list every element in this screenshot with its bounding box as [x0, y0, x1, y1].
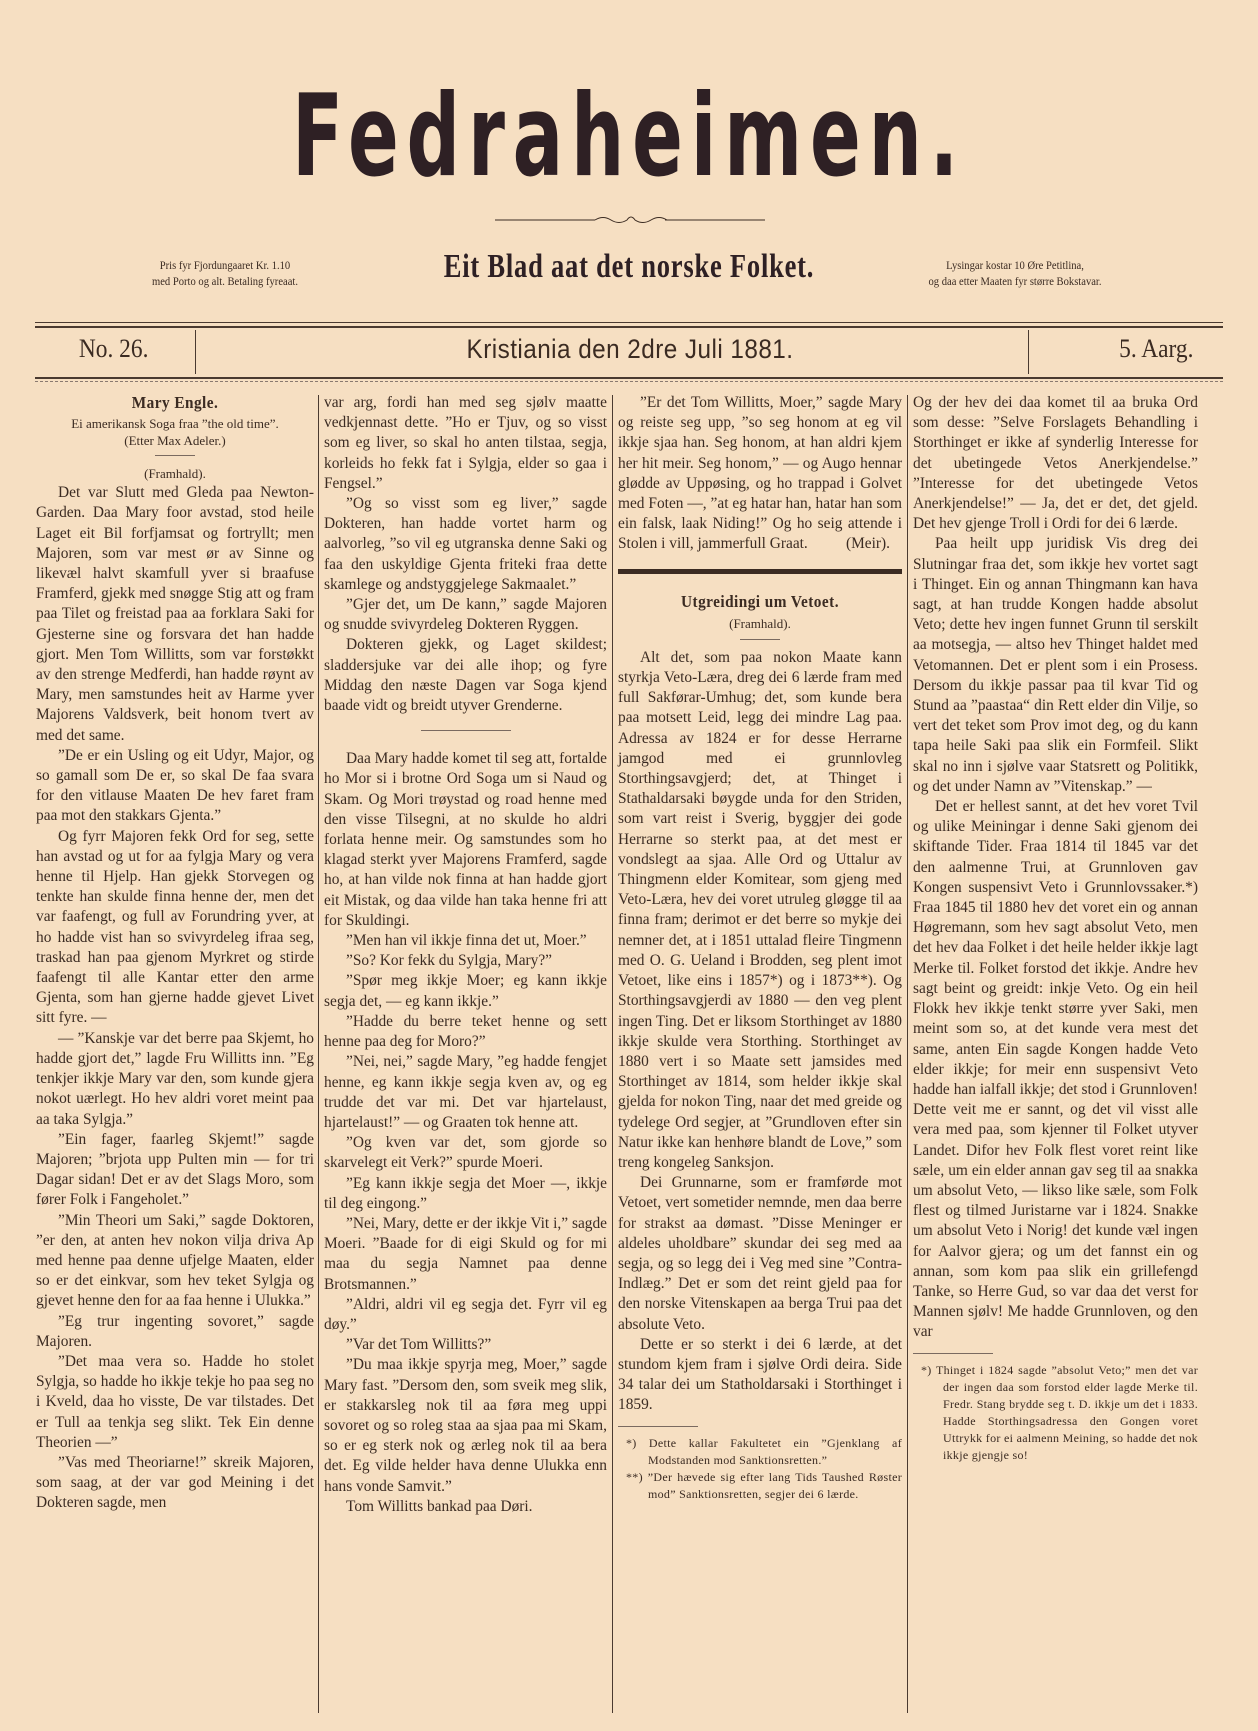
article-heading: Utgreidingi um Vetoet. [681, 591, 839, 611]
section-divider [421, 730, 511, 731]
footnote-rule [913, 1353, 993, 1354]
short-divider [740, 639, 780, 640]
masthead-rule-top [35, 322, 1223, 323]
paragraph: Det er hellest sannt, at det hev voret Tvil og ulike Meiningar i denne Saki gjenom dei skiftande Tider. Fraa 1814 til 1845 var det den aalmenne Trui, at Grunnloven gav Kongen suspensivt Veto i Grunnlovssaker.*) Fraa 1845 til 1880 hev det voret ein og annan Høgremann, som hev sagt absolut Veto, men det hev daa Folket i det heile helder ikkje lagt Merke til. Folket forstod det ikkje. Andre hev sagt beint og greidt: inkje Veto. Og ein heil Flokk hev ikkje tenkt større yver Saki, men meint som so, at det kunde vera mest det same, anten Ein sagde Kongen hadde Veto elder ikkje; for meir enn suspensivt Veto hadde han ialfall ikkje; det stod i Grunnloven! Dette veit me er sannt, og det vil visst alle vera med paa, som kjenner til Folket utyver Landet. Difor hev Folk flest voret reint like sæle, um ein elder annan gav seg til aa snakka um absolut Veto, — likso like sæle, som Folk flest og tilmed Juristarne var i 1824. Snakke um absolut Veto i Norig! det kunde væl ingen for Aalvor gjera; og um det fannst ein og annan, som kom paa slik ein grillefengd Tanke, so Herre Gud, so var daa det verst for Mannen sjølv! Me hadde Grunnloven, og den var [913, 798, 1198, 1341]
paragraph: Dokteren gjekk, og Laget skildest; sladdersjuke var dei alle ihop; og fyre Middag den næste Dagen var Soga kjend baade vidt og breidt utyver Grenderne. [324, 636, 607, 715]
paragraph: ”Eg trur ingenting sovoret,” sagde Majoren. [36, 1312, 314, 1350]
paragraph: Og der hev dei daa komet til aa bruka Ord som desse: ”Selve Forslagets Behandling i Storthinget er ikke af synderlig Interesse for det ubetingede Vetos Anerkjendelse.” ”Interesse for det ubetingede Vetos Anerkjendelse!” — Ja, det er det, det gjeld. Det hev gjenge Troll i Ordi for dei 6 lærde. [913, 394, 1198, 533]
dateline: Kristiania den 2dre Juli 1881. [466, 334, 794, 364]
divider [1028, 330, 1029, 374]
article-subtitle: Ei amerikansk Soga fraa ”the old time”. [71, 416, 279, 432]
paragraph: ”Nei, nei,” sagde Mary, ”eg hadde fengjet henne, eg kann ikkje segja kven av, og eg trudde det var mi. Det var hjartelaust, hjartelaust!” — og Graaten tok henne att. [324, 1053, 607, 1131]
paragraph: Paa heilt upp juridisk Vis dreg dei Slutningar fraa det, som ikkje hev vortet sagt i Thinget. Ein og annan Thingmann kan hava sagt, at han trudde Kongen hadde absolut Veto; dette hev ingen funnet Grunn til serskilt aa motsegja, — altso hev Thinget haldet med Vetomannen. Det er plent som i ein Prosess. Dersom du ikkje passar paa til kvar Tid og Stund aa ”paastaa“ din Rett elder din Vilje, so vert det teket som Prov imot deg, og du kann tapa heile Saki paa slik ein Formfeil. Slikt skal no inn i sjølve vaar Statsrett og Politikk, og det under Namn av ”Vitenskap.” — [913, 535, 1198, 795]
continued-note: (Framhald). [144, 466, 206, 482]
paragraph: — ”Kanskje var det berre paa Skjemt, ho hadde gjort det,” lagde Fru Willitts inn. ”Eg tenkjer ikkje Mary var den, som kunde gjera nokot uærlegt. Ho hev aldri voret meint paa aa taka Sylgja.” [36, 1029, 314, 1128]
masthead-info-bar [35, 330, 1223, 376]
paragraph: Dei Grunnarne, som er framførde mot Vetoet, vert sometider nemnde, men daa berre for strakst aa dømast. ”Disse Meninger er aldeles uholdbare” skundar dei seg med aa segja, og so legg dei i Veg med sine ”Contra-Indlæg.” Det er som det reint gjeld paa for den norske Vitenskapen aa berga Trui paa det absolute Veto. [618, 1174, 902, 1333]
masthead-rule-top [35, 326, 1223, 328]
paragraph: ”De er ein Usling og eit Udyr, Major, og so gamall som De er, so skal De faa svara for den vitlause Maaten De hev faret fram paa mot den stakkars Gjenta.” [36, 746, 314, 825]
article-separator [618, 569, 902, 574]
masthead-rule-decor [35, 381, 1223, 385]
paragraph: ”Vas med Theoriarne!” skreik Majoren, som saag, at der var god Meining i det Dokteren sagde, men [36, 1453, 314, 1512]
masthead-rule-bottom [35, 377, 1223, 379]
paragraph: ”Var det Tom Willitts?” [346, 1336, 492, 1354]
paragraph: Daa Mary hadde komet til seg att, fortalde ho Mor si i brotne Ord Soga um si Naud og Skam. Og Mori trøystad og road henne med den visse Tilsegni, at no skulde ho aldri forlata henne meir. Og samstundes som ho klagad sterkt yver Majorens Framferd, sagde ho, at han vilde nok finna at han hadde gjort eit Mistak, og daa vilde han taka henne fri att for Skuldingi. [324, 750, 607, 929]
issue-number: No. 26. [78, 334, 149, 363]
paragraph: Det var Slutt med Gleda paa Newton-Garden. Daa Mary foor avstad, stod heile Laget eit Bil forfjamsat og fortryllt; men Majoren, som var mest ør av Sinne og likevæl halvt skamfull yver si braafuse Framferd, gjekk med snøgge Stig att og fram paa Tilet og freistad paa aa forklara Saki for Gjesterne sine og forsvara det han hadde gjort. Men Tom Willitts, som var forstøkkt av den strenge Medferdi, han hadde røynt av Mary, men samstundes heit av Harme yver Majorens Valdsverk, beit honom tvert av med det same. [36, 484, 314, 744]
price-line: Pris fyr Fjordungaaret Kr. 1.10 [159, 260, 291, 272]
paragraph: ”So? Kor fekk du Sylgja, Mary?” [346, 952, 553, 970]
column-divider [612, 395, 613, 1713]
paragraph: ”Du maa ikkje spyrja meg, Moer,” sagde Mary fast. ”Dersom den, som sveik meg slik, er stakkarsleg nok til aa føra meg uppi sovoret og so roleg staa aa sjaa paa mi Skam, so er eg sterk nok og ærleg nok til aa bera det. Eg vilde helder hava denne Ulukka enn hans vonde Samvit.” [324, 1356, 607, 1495]
paragraph: ”Spør meg ikkje Moer; eg kann ikkje segja det, — eg kann ikkje.” [324, 972, 607, 1010]
column-1 [36, 393, 314, 1514]
advertising-rates [877, 258, 1153, 290]
short-divider [155, 455, 195, 456]
volume-year: 5. Aarg. [1119, 334, 1194, 363]
paragraph: ”Gjer det, um De kann,” sagde Majoren og snudde svivyrdeleg Dokteren Ryggen. [324, 596, 607, 634]
column-divider [318, 395, 319, 1713]
column-4 [913, 393, 1198, 1464]
paragraph: ”Men han vil ikkje finna det ut, Moer.” [346, 932, 587, 950]
paragraph: ”Det maa vera so. Hadde ho stolet Sylgja, so hadde ho ikkje tekje ho paa seg no i Kveld, daa ho visste, De var tilstades. Det er Tull aa tenkja seg slikt. Tek Ein denne Theorien —” [36, 1352, 314, 1451]
column-2 [324, 393, 607, 1517]
paragraph: ”Og so visst som eg liver,” sagde Dokteren, han hadde vortet harm og aalvorleg, ”so vil eg utgranska denne Saki og faa den uskyldige Gjenta friteki fraa dette skamlege og andstyggjelege Sakmaalet.” [324, 495, 607, 593]
newspaper-motto: Eit Blad aat det norske Folket. [443, 248, 815, 285]
paragraph: ”Aldri, aldri vil eg segja det. Fyrr vil eg døy.” [324, 1295, 607, 1333]
paragraph: ”Eg kann ikkje segja det Moer —, ikkje til deg eingong.” [324, 1174, 607, 1212]
paragraph: var arg, fordi han med seg sjølv maatte vedkjennast dette. ”Ho er Tjuv, og so visst som eg liver, so skal ho anten tilstaa, segja, korleids ho fekk fat i Sylgja, elder so gaa i Fengsel.” [324, 394, 607, 492]
article-subtitle: (Etter Max Adeler.) [124, 433, 226, 449]
paragraph: ”Min Theori um Saki,” sagde Doktoren, ”er den, at anten hev nokon vilja driva Ap med henne paa denne ufjelge Maaten, elder so er det einkvar, som hev teket Sylgja og gjevet henne den for aa faa henne i Ulukka.” [36, 1211, 314, 1310]
paragraph: ”Nei, Mary, dette er der ikkje Vit i,” sagde Moeri. ”Baade for di eigi Skuld og for mi maa du segja Namnet paa denne Brotsmannen.” [324, 1214, 607, 1293]
paragraph: Tom Willitts bankad paa Døri. [346, 1497, 533, 1515]
article-heading: Mary Engle. [131, 393, 219, 412]
newspaper-title: Fedraheimen. [292, 70, 966, 203]
footnote: *) Thinget i 1824 sagde ”absolut Veto;” men det var der ingen daa som forstod elder lagde Merke til. Fredr. Stang brydde seg t. D. ikkje um det i 1833. Hadde Storthingsadressa den Gongen voret Uttrykk for ei aalmenn Meining, so hadde det nok ikkje gjengje so! [921, 1362, 1198, 1462]
divider [195, 330, 196, 374]
paragraph: ”Og kven var det, som gjorde so skarvelegt eit Verk?” spurde Moeri. [324, 1134, 607, 1172]
footnote: *) Dette kallar Fakultetet ein ”Gjenklang af Modstanden mod Sanktionsretten.” [626, 1435, 902, 1467]
subscription-price [110, 258, 340, 290]
continued-note: (Framhald). [729, 615, 791, 631]
paragraph: Alt det, som paa nokon Maate kann styrkja Veto-Læra, dreg dei 6 lærde fram med full Sakførar-Umhug; det, som kunde bera paa motsett Leid, legg dei mindre Lag paa. Adressa av 1824 er for desse Herrarne jamgod med ei grunnlovleg Storthingsavgjerd; det, at Thinget i Stathaldarsaki bøygde unda for den Striden, som vart reist i Sverig, byggjer dei gode Herrarne so sterkt paa, at det mest er vondslegt aa sjaa. Alle Ord og Uttalur av Thingmenn elder Komitear, som gjeng med Veto-Læra, hev dei voret utruleg gløgge til aa finna fram; derimot er det berre so mykje dei nemner det, at i 1851 uttalad fleire Tingmenn med O. G. Ueland i Brodden, seg plent imot Vetoet, like eins i 1857*) og i 1873**). Og Storthingsavgjerdi av 1880 — den veg plent ingen Ting. Det er liksom Storthinget av 1880 ikkje skulde vera Storthing. Storthinget av 1880 vert i so Maate sett jamsides med Storthinget av 1814, som helder ikkje skal gjelda for nokon Ting, naar det med greide og tydelege Ord segjer, at ”Grundloven efter sin Natur ikke kan henhøre blandt de Love,” som treng kongeleg Sanksjon. [618, 648, 902, 1171]
paragraph: ”Ein fager, faarleg Skjemt!” sagde Majoren; ”brjota upp Pulten min — for tri Dagar sidan! Det er av det Slags Moro, som fører Folk i Fangeholet.” [36, 1130, 314, 1209]
paragraph: Dette er so sterkt i dei 6 lærde, at det stundom kjem fram i sjølve Ordi deira. Side 34 talar dei um Statholdarsaki i Storthinget i 1859. [618, 1335, 902, 1414]
ads-line: Lysingar kostar 10 Øre Petitlina, [946, 260, 1084, 272]
footnote-rule [618, 1426, 698, 1427]
paragraph: Og fyrr Majoren fekk Ord for seg, sette han avstad og ut for aa fylgja Mary og vera henne til Hjelp. Han gjekk Storvegen og tenkte han skulde finna henne der, men det var faafengt, og full av Forundring yver, at ho hadde vist han so svivyrdeleg ifraa seg, traskad han paa gjenom Myrkret og stirde faafengt til alle Kantar etter den arme Gjenta, som han gjerne hadde gjevet Livet sitt fyre. — [36, 827, 314, 1027]
paragraph: ”Er det Tom Willitts, Moer,” sagde Mary og reiste seg upp, ”so seg honom at eg vil ikkje sjaa han. Seg honom, at han aldri kjem her hit meir. Seg honom,” — og Augo hennar glødde av Uppøsing, og ho trappad i Golvet med Foten —, ”at eg hatar han, hatar han som ein falsk, laak Niding!” Og ho seig attende i Stolen i vill, jammerfull Graat. [618, 394, 902, 553]
ornament-divider [495, 214, 765, 226]
paragraph: ”Hadde du berre teket henne og sett henne paa deg for Moro?” [324, 1012, 607, 1051]
price-line: med Porto og alt. Betaling fyreaat. [151, 276, 299, 288]
column-3 [618, 393, 902, 1503]
ads-line: og daa etter Maaten fyr større Bokstavar. [928, 276, 1102, 288]
column-divider [907, 395, 908, 1713]
footnote: **) ”Der hævede sig efter lang Tids Taushed Røster mod” Sanktionsretten, segjer dei 6 lærde. [626, 1469, 902, 1501]
to-be-continued-note: (Meir). [845, 535, 890, 553]
